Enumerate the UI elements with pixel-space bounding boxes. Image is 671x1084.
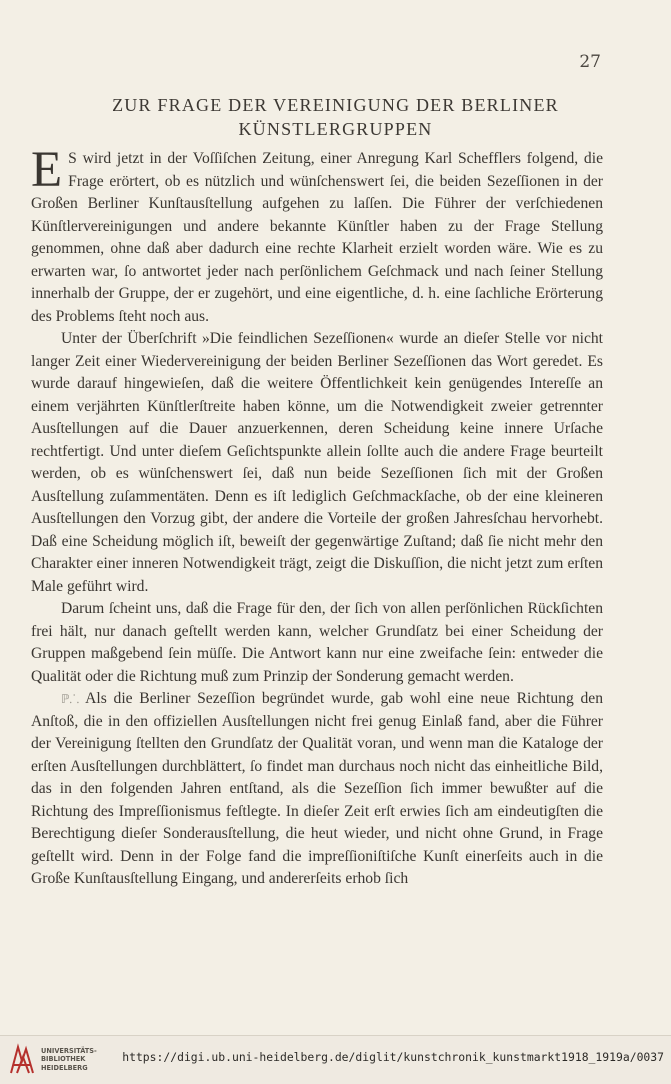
- page-number: 27: [579, 52, 601, 72]
- paragraph-3: Darum ſcheint uns, daß die Frage für den, der ſich von allen perſönlichen Rückſichten frei hält, nur danach geſtellt werden kann, welcher Grundſatz bei einer Scheidung der Gruppen maßgebend ſein müſſe. Die Antwort kann nur eine zweifache ſein: entweder die Qualität oder die Richtung muß zum Prinzip der Sonderung gemacht werden.: [31, 600, 603, 685]
- paragraph-1: [31, 142, 603, 328]
- library-name: [41, 1047, 97, 1072]
- article-title-line-1: ZUR FRAGE DER VEREINIGUNG DER BERLINER: [112, 95, 559, 115]
- viewer-footer: [0, 1035, 671, 1084]
- library-name-line-2: BIBLIOTHEK: [41, 1055, 86, 1064]
- stamp-mark: ℙ⸫: [61, 692, 80, 706]
- article-body: [31, 142, 603, 891]
- library-name-line-1: UNIVERSITÄTS-: [41, 1047, 97, 1055]
- article-title: [40, 93, 631, 141]
- paragraph-4-text: Als die Berliner Sezeſſion begründet wurde, gab wohl eine neue Richtung den Anſtoß, die in den offiziellen Ausſtellungen nicht frei genug Einlaß fand, aber die Führer der Vereinigung ſtellten den Grundſatz der Qualität voran, und wenn man die Kataloge der erſten Ausſtellungen durchblättert, ſo findet man durchaus noch nicht das einheitliche Bild, das in den folgenden Jahren entſtand, als die Sezeſſion ſich immer bewußter auf die Richtung des Impreſſionismus feſtlegte. In dieſer Zeit erſt erwies ſich am eindeutigſten die Berechtigung dieſer Sonderausſtellung, die heut wieder, und nicht ohne Grund, in Frage geſtellt wird. Denn in der Folge fand die impreſſioniſtiſche Kunſt einerſeits auch in die Große Kunſtausſtellung Eingang, und andererſeits erhob ſich: [31, 690, 603, 887]
- permalink-url[interactable]: https://digi.ub.uni-heidelberg.de/diglit/kunstchronik_kunstmarkt1918_1919a/0037: [122, 1050, 664, 1064]
- paragraph-2: Unter der Überſchrift »Die feindlichen Sezeſſionen« wurde an dieſer Stelle vor nicht langer Zeit einer Wiedervereinigung der beiden Berliner Sezeſſionen das Wort geredet. Es wurde darauf hingewieſen, daß die weitere Öffentlichkeit kein genügendes Intereſſe an einem verjährten Künſtlerſtreite haben könne, um die Notwendigkeit zweier getrennter Ausſtellungen auf die Dauer anzuerkennen, deren Scheidung keine innere Urſache rechtfertigt. Und unter dieſem Geſichtspunkte allein ſollte auch die andere Frage beurteilt werden, ob es wünſchenswert ſei, daß nun beide Sezeſſionen ſich mit der Großen Ausſtellung zuſammentäten. Denn es iſt lediglich Geſchmackſache, ob der eine kleineren Ausſtellungen den Vorzug gibt, der andere die Vorteile der großen Jahresſchau hervorhebt. Daß eine Scheidung möglich iſt, beweiſt der gegenwärtige Zuſtand; daß ſie nicht mehr den Charakter einer inneren Notwendigkeit trägt, zeigt die Diskuſſion, die nicht jetzt zum erſten Male geführt wird.: [31, 330, 603, 595]
- library-name-line-3: HEIDELBERG: [41, 1063, 88, 1072]
- paragraph-4: [31, 688, 603, 891]
- library-logo-icon[interactable]: [8, 1043, 38, 1077]
- article-title-line-2: KÜNSTLERGRUPPEN: [238, 119, 433, 139]
- paragraph-1-text: S wird jetzt in der Voſſiſchen Zeitung, einer Anregung Karl Schefflers folgend, die Frage erörtert, ob es nützlich und wünſchenswert ſei, die beiden Sezeſſionen in der Großen Berliner Kunſtausſtellung aufgehen zu laſſen. Die Führer der verſchiedenen Künſtlervereinigungen und andere bekannte Künſtler haben zu der Frage Stellung genommen, ohne daß aber dadurch eine rechte Klarheit erzielt worden wäre. Wie es zu erwarten war, ſo antwortet jeder nach perſönlichem Geſchmack und nach ſeiner Stellung innerhalb der Gruppe, der er zugehört, und eine eigentliche, d. h. eine ſachliche Erörterung des Problems ſteht noch aus.: [31, 150, 603, 325]
- drop-cap: E: [31, 142, 63, 198]
